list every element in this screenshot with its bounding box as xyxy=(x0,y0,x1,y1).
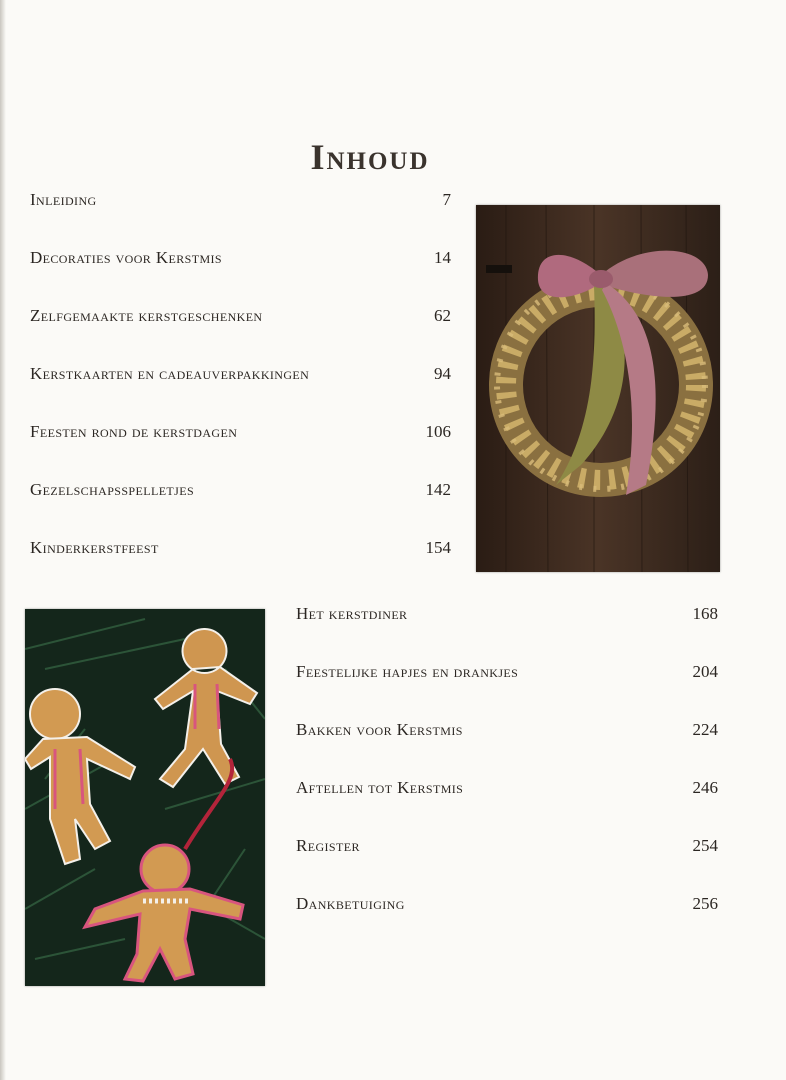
toc-entry[interactable] xyxy=(296,720,718,778)
toc-entry-label: Feesten rond de kerstdagen xyxy=(30,422,238,441)
toc-entry-label: Dankbetuiging xyxy=(296,894,405,913)
toc-entry-page: 254 xyxy=(692,836,718,855)
toc-entry-label: Kerstkaarten en cadeauverpakkingen xyxy=(30,364,310,383)
toc-entry-page: 62 xyxy=(434,306,451,325)
toc-entry-page: 154 xyxy=(425,538,451,557)
toc-entry-page: 142 xyxy=(425,480,451,499)
toc-entry-label: Aftellen tot Kerstmis xyxy=(296,778,464,797)
wreath-photo xyxy=(476,205,720,572)
toc-list-left xyxy=(30,190,451,596)
toc-entry-label: Bakken voor Kerstmis xyxy=(296,720,463,739)
toc-entry-page: 256 xyxy=(692,894,718,913)
toc-entry-page: 106 xyxy=(425,422,451,441)
toc-entry[interactable] xyxy=(30,248,451,306)
toc-entry[interactable] xyxy=(30,364,451,422)
toc-entry[interactable] xyxy=(30,480,451,538)
gingerbread-illustration xyxy=(25,609,265,986)
toc-entry-page: 168 xyxy=(692,604,718,623)
wreath-illustration xyxy=(476,205,720,572)
toc-entry-page: 14 xyxy=(434,248,451,267)
toc-entry-label: Kinderkerstfeest xyxy=(30,538,159,557)
toc-entry-label: Het kerstdiner xyxy=(296,604,408,623)
toc-entry[interactable] xyxy=(296,604,718,662)
toc-entry[interactable] xyxy=(30,538,451,596)
page-title: Inhoud xyxy=(310,137,430,178)
toc-entry-page: 246 xyxy=(692,778,718,797)
toc-entry[interactable] xyxy=(296,778,718,836)
toc-entry[interactable] xyxy=(296,662,718,720)
toc-entry[interactable] xyxy=(30,422,451,480)
toc-entry-label: Gezelschapsspelletjes xyxy=(30,480,195,499)
toc-entry[interactable] xyxy=(30,306,451,364)
toc-entry[interactable] xyxy=(30,190,451,248)
toc-entry[interactable] xyxy=(296,836,718,894)
toc-entry-page: 94 xyxy=(434,364,451,383)
toc-entry-label: Feestelijke hapjes en drankjes xyxy=(296,662,519,681)
toc-entry[interactable] xyxy=(296,894,718,952)
toc-entry-label: Register xyxy=(296,836,360,855)
gingerbread-photo xyxy=(25,609,265,986)
toc-entry-page: 224 xyxy=(692,720,718,739)
toc-entry-label: Zelfgemaakte kerstgeschenken xyxy=(30,306,263,325)
toc-list-right xyxy=(296,604,718,952)
toc-entry-label: Inleiding xyxy=(30,190,97,209)
toc-entry-page: 204 xyxy=(692,662,718,681)
toc-entry-label: Decoraties voor Kerstmis xyxy=(30,248,223,267)
toc-entry-page: 7 xyxy=(442,190,451,209)
door-hinge xyxy=(486,265,512,273)
